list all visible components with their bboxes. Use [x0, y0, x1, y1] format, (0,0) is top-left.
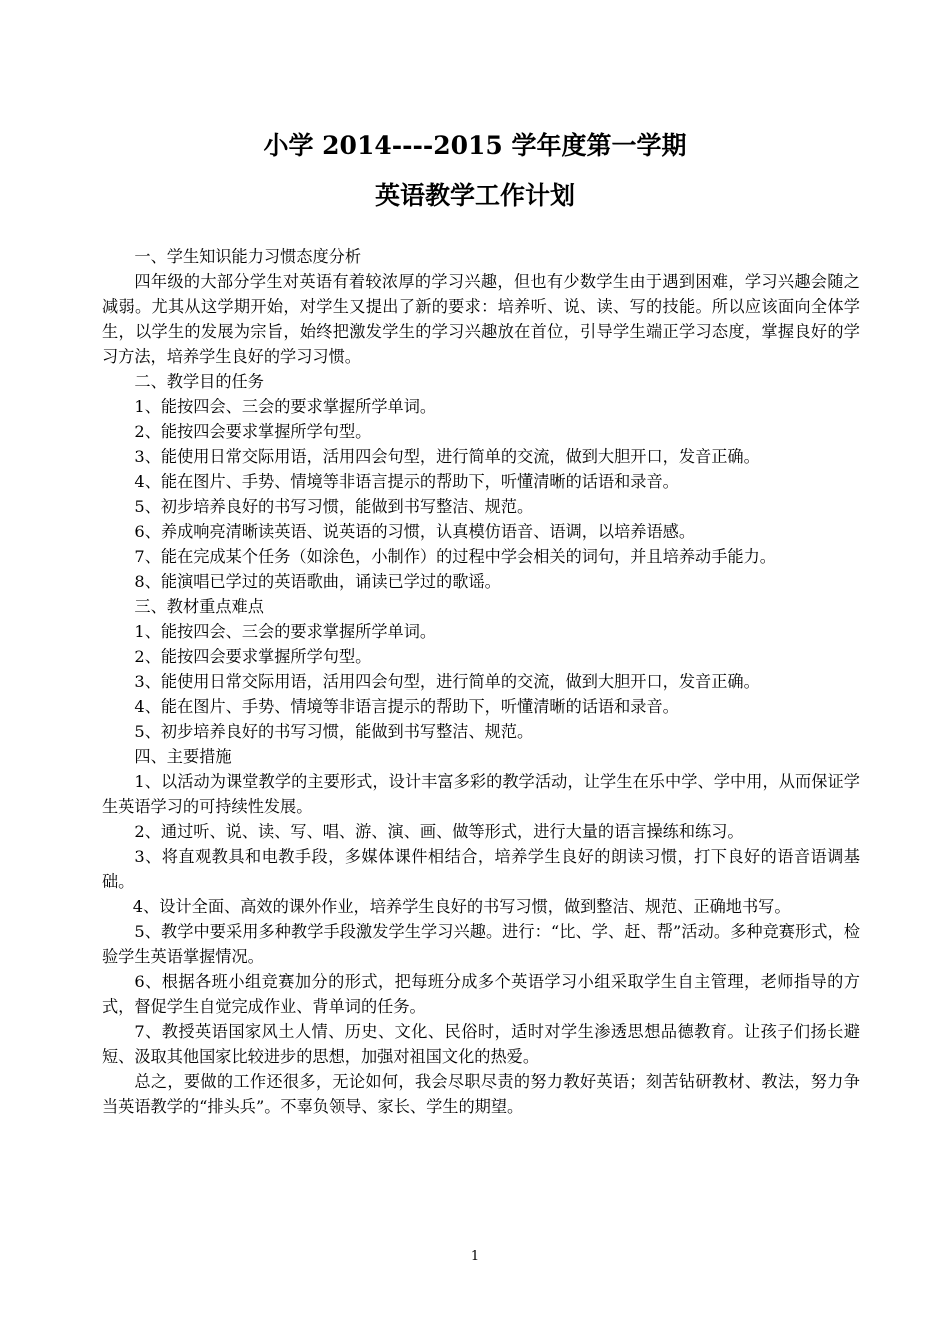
key-point-item-4: 4、能在图片、手势、情境等非语言提示的帮助下，听懂清晰的话语和录音。: [134, 697, 679, 716]
goal-item-5: 5、初步培养良好的书写习惯，能做到书写整洁、规范。: [134, 497, 534, 516]
key-point-item-5: 5、初步培养良好的书写习惯，能做到书写整洁、规范。: [134, 722, 534, 741]
section-heading-key-points: 三、教材重点难点: [134, 597, 264, 616]
section-heading-measures: 四、主要措施: [134, 747, 232, 766]
measure-item-4: 4、设计全面、高效的课外作业，培养学生良好的书写习惯，做到整洁、规范、正确地书写。: [132, 897, 791, 916]
measure-item-2: 2、通过听、说、读、写、唱、游、演、画、做等形式，进行大量的语言操练和练习。: [134, 822, 744, 841]
goal-item-1: 1、能按四会、三会的要求掌握所学单词。: [134, 397, 437, 416]
document-body: [102, 244, 860, 1119]
goal-item-2: 2、能按四会要求掌握所学句型。: [134, 422, 372, 441]
goal-item-3: 3、能使用日常交际用语，活用四会句型，进行简单的交流，做到大胆开口，发音正确。: [134, 447, 760, 466]
goal-item-8: 8、能演唱已学过的英语歌曲，诵读已学过的歌谣。: [134, 572, 501, 591]
measure-item-6: 6、根据各班小组竞赛加分的形式，把每班分成多个英语学习小组采取学生自主管理，老师指导的方式，督促学生自觉完成作业、背单词的任务。: [102, 972, 860, 1016]
section-heading-analysis: 一、学生知识能力习惯态度分析: [134, 247, 362, 266]
page-number: 1: [470, 1249, 480, 1264]
conclusion-paragraph: 总之，要做的工作还很多，无论如何，我会尽职尽责的努力教好英语；刻苦钻研教材、教法，努力争当英语教学的“排头兵”。不辜负领导、家长、学生的期望。: [102, 1072, 860, 1116]
goal-item-6: 6、养成响亮清晰读英语、说英语的习惯，认真模仿语音、语调，以培养语感。: [134, 522, 696, 541]
paragraph-analysis: 四年级的大部分学生对英语有着较浓厚的学习兴趣，但也有少数学生由于遇到困难，学习兴趣会随之减弱。尤其从这学期开始，对学生又提出了新的要求：培养听、说、读、写的技能。所以应该面向全体学生，以学生的发展为宗旨，始终把激发学生的学习兴趣放在首位，引导学生端正学习态度，掌握良好的学习方法，培养学生良好的学习习惯。: [102, 272, 860, 366]
measure-item-5: 5、教学中要采用多种教学手段激发学生学习兴趣。进行：“比、学、赶、帮”活动。多种竞赛形式，检验学生英语掌握情况。: [102, 922, 860, 966]
measure-item-3: 3、将直观教具和电教手段，多媒体课件相结合，培养学生良好的朗读习惯，打下良好的语音语调基础。: [102, 847, 860, 891]
document-title-line-1: 小学 2014----2015 学年度第一学期: [263, 131, 687, 160]
section-heading-goals: 二、教学目的任务: [134, 372, 264, 391]
document-title-line-2: 英语教学工作计划: [374, 181, 575, 210]
goal-item-4: 4、能在图片、手势、情境等非语言提示的帮助下，听懂清晰的话语和录音。: [134, 472, 679, 491]
goal-item-7: 7、能在完成某个任务（如涂色，小制作）的过程中学会相关的词句，并且培养动手能力。: [134, 547, 776, 566]
key-point-item-1: 1、能按四会、三会的要求掌握所学单词。: [134, 622, 437, 641]
measure-item-1: 1、以活动为课堂教学的主要形式，设计丰富多彩的教学活动，让学生在乐中学、学中用，从而保证学生英语学习的可持续性发展。: [102, 772, 860, 816]
measure-item-7: 7、教授英语国家风土人情、历史、文化、民俗时，适时对学生渗透思想品德教育。让孩子们扬长避短、汲取其他国家比较进步的思想，加强对祖国文化的热爱。: [102, 1022, 860, 1066]
key-point-item-3: 3、能使用日常交际用语，活用四会句型，进行简单的交流，做到大胆开口，发音正确。: [134, 672, 760, 691]
key-point-item-2: 2、能按四会要求掌握所学句型。: [134, 647, 372, 666]
